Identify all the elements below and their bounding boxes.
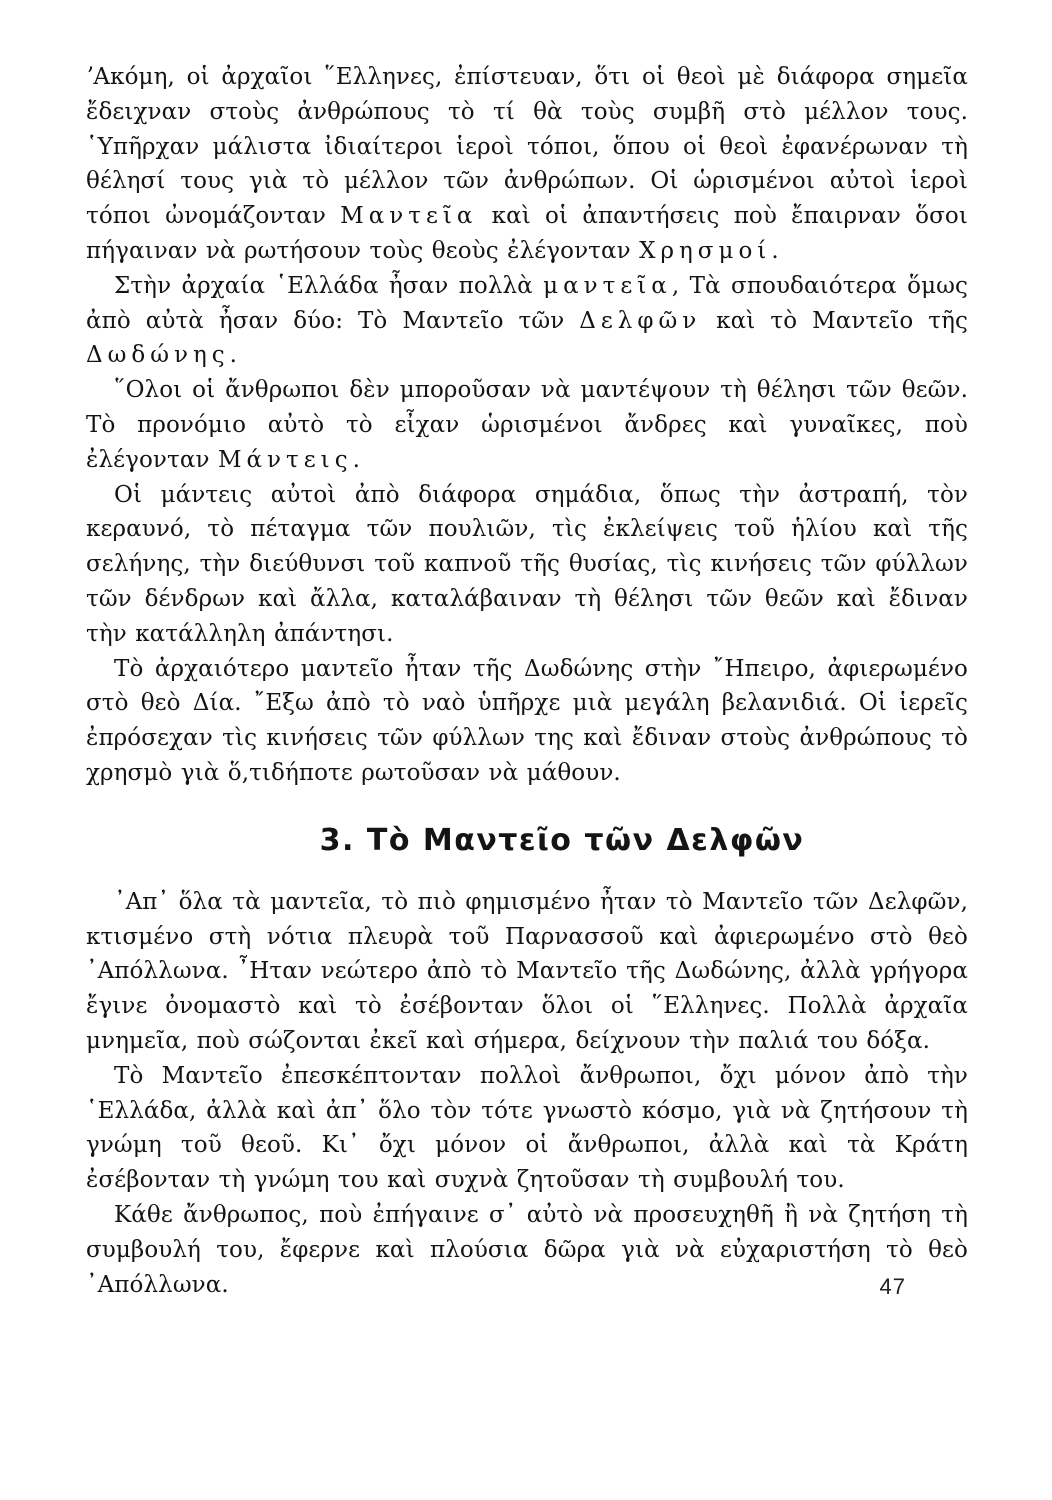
text-segment: . xyxy=(352,446,360,473)
spaced-term: Δελφῶν xyxy=(579,307,702,334)
text-segment: Κάθε ἄνθρωπος, ποὺ ἐπήγαινε σ᾿ αὐτὸ νὰ προσευχηθῆ ἢ νὰ ζητήση τὴ συμβουλή του, ἔφερνε καὶ πλούσια δῶρα γιὰ νὰ εὐχαριστήση τὸ θεὸ ᾿Απόλλωνα. xyxy=(86,1201,968,1298)
page-number: 47 xyxy=(879,1274,906,1299)
text-segment: καὶ οἱ ἀπαντήσεις ποὺ ἔπαιρναν ὅσοι πήγαιναν νὰ ρωτήσουν τοὺς θεοὺς ἐλέγονταν xyxy=(86,203,968,264)
text-segment: Στὴν ἀρχαία ῾Ελλάδα ἦσαν πολλὰ xyxy=(114,272,544,299)
page-body xyxy=(86,60,968,1302)
paragraph xyxy=(86,1198,968,1302)
spaced-term: Μάντεις xyxy=(217,446,353,473)
paragraph xyxy=(86,885,968,1059)
text-block-delphi xyxy=(86,885,968,1303)
text-segment: ᾿Απ᾿ ὅλα τὰ μαντεῖα, τὸ πιὸ φημισμένο ἦταν τὸ Μαντεῖο τῶν Δελφῶν, κτισμένο στὴ νότια πλευρὰ τοῦ Παρνασσοῦ καὶ ἀφιερωμένο στὸ θεὸ ᾿Απόλλωνα. ῏Ηταν νεώτερο ἀπὸ τὸ Μαντεῖο τῆς Δωδώνης, ἀλλὰ γρήγορα ἔγινε ὀνομαστὸ καὶ τὸ ἐσέβονταν ὅλοι οἱ ῞Ελληνες. Πολλὰ ἀρχαῖα μνημεῖα, ποὺ σώζονται ἐκεῖ καὶ σήμερα, δείχνουν τὴν παλιά του δόξα. xyxy=(86,888,968,1054)
text-block-oracles xyxy=(86,60,968,791)
text-segment: Οἱ μάντεις αὐτοὶ ἀπὸ διάφορα σημάδια, ὅπως τὴν ἀστραπή, τὸν κεραυνό, τὸ πέταγμα τῶν πουλιῶν, τὶς ἐκλείψεις τοῦ ἡλίου καὶ τῆς σελήνης, τὴν διεύθυνσι τοῦ καπνοῦ τῆς θυσίας, τὶς κινήσεις τῶν φύλλων τῶν δένδρων καὶ ἄλλα, καταλάβαιναν τὴ θέλησι τῶν θεῶν καὶ ἔδιναν τὴν κατάλληλη ἀπάντησι. xyxy=(86,481,968,647)
text-segment: ʼΑκόμη, οἱ ἀρχαῖοι ῞Ελληνες, ἐπίστευαν, ὅτι οἱ θεοὶ μὲ διάφορα σημεῖα ἔδειχναν στοὺς ἀνθρώπους τὸ τί θὰ τοὺς συμβῆ στὸ μέλλον τους. ῾Υπῆρχαν μάλιστα ἰδιαίτεροι ἱεροὶ τόποι, ὅπου οἱ θεοὶ ἐφανέρωναν τὴ θέλησί τους γιὰ τὸ μέλλον τῶν ἀνθρώπων. Οἱ ὡρισμένοι αὐτοὶ ἱεροὶ τόποι ὠνομάζονταν xyxy=(86,64,968,230)
text-segment: . xyxy=(229,342,238,369)
text-segment: , Τὰ σπουδαιότερα ὅμως ἀπὸ αὐτὰ ἦσαν δύο: Τὸ Μαντεῖο τῶν xyxy=(86,272,968,334)
text-segment: . xyxy=(771,237,779,264)
paragraph xyxy=(86,60,968,269)
section-heading: 3. Τὸ Μαντεῖο τῶν Δελφῶν xyxy=(319,822,805,858)
paragraph xyxy=(86,652,968,791)
paragraph xyxy=(86,269,968,373)
paragraph xyxy=(86,1059,968,1198)
spaced-term: Δωδώνης xyxy=(86,342,230,369)
text-segment: Τὸ Μαντεῖο ἐπεσκέπτονταν πολλοὶ ἄνθρωποι, ὄχι μόνον ἀπὸ τὴν ῾Ελλάδα, ἀλλὰ καὶ ἀπ᾿ ὅλο τὸν τότε γνωστὸ κόσμο, γιὰ νὰ ζητήσουν τὴ γνώμη τοῦ θεοῦ. Κι᾿ ὄχι μόνον οἱ ἄνθρωποι, ἀλλὰ καὶ τὰ Κράτη ἐσέβονταν τὴ γνώμη του καὶ συχνὰ ζητοῦσαν τὴ συμβουλή του. xyxy=(86,1062,968,1194)
paragraph xyxy=(86,478,968,652)
text-segment: ῞Ολοι οἱ ἄνθρωποι δὲν μποροῦσαν νὰ μαντέψουν τὴ θέλησι τῶν θεῶν. Τὸ προνόμιο αὐτὸ τὸ εἶχαν ὡρισμένοι ἄνδρες καὶ γυναῖκες, ποὺ ἐλέγονταν xyxy=(86,377,968,473)
text-segment: Τὸ ἀρχαιότερο μαντεῖο ἦταν τῆς Δωδώνης στὴν ῎Ηπειρο, ἀφιερωμένο στὸ θεὸ Δία. ῎Εξω ἀπὸ τὸ ναὸ ὑπῆρχε μιὰ μεγάλη βελανιδιά. Οἱ ἱερεῖς ἐπρόσεχαν τὶς κινήσεις τῶν φύλλων της καὶ ἔδιναν στοὺς ἀνθρώπους τὸ χρησμὸ γιὰ ὅ,τιδήποτε ρωτοῦσαν νὰ μάθουν. xyxy=(86,655,968,786)
text-segment: καὶ τὸ Μαντεῖο τῆς xyxy=(701,307,968,334)
spaced-term: μαντεῖα xyxy=(543,272,672,299)
spaced-term: Χρησμοί xyxy=(639,237,772,264)
spaced-term: Μαντεῖα xyxy=(340,203,478,230)
paragraph xyxy=(86,373,968,477)
